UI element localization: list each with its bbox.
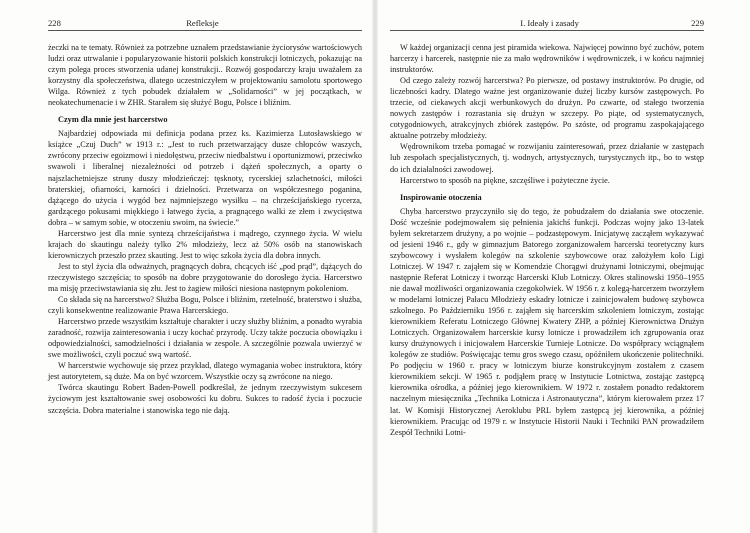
- right-page: [378, 0, 750, 533]
- paragraph: Harcerstwo jest dla mnie syntezą chrześcijaństwa i mądrego, czynnego życia. W wielu krajach do skautingu należy tylko 2% młodzieży, lecz aż 50% osób na stanowiskach kierowniczych przeszło przez skauting. Jest to więc szkoła życia dla dobra innych.: [48, 228, 362, 260]
- paragraph: W harcerstwie wychowuje się przez przykład, dlatego wymagania wobec instruktora, który jest autorytetem, są duże. Ma on być wzorcem. Wszystkie oczy są zwrócone na niego.: [48, 361, 362, 382]
- left-running-title: Refleksje: [186, 18, 219, 28]
- right-body-text: [390, 42, 704, 438]
- section-heading: Czym dla mnie jest harcerstwo: [58, 115, 168, 125]
- right-running-head: [390, 18, 704, 31]
- paragraph: Jest to styl życia dla odważnych, pragnących dobra, chcących iść „pod prąd”, dążących do rzeczywistego szczęścia; to sposób na dobre przygotowanie do dorosłego życia. Harcerstwo ma misję przeciwstawiania się złu. Jest to żagiew miłości niesiona następnym pokoleniom.: [48, 261, 362, 293]
- paragraph: Twórca skautingu Robert Baden-Powell podkreślał, że jednym rzeczywistym sukcesem życiowym jest kształtowanie swej osobowości ku dobru. Sukces to radość życia i poczucie szczęścia. Dobra materialne i stanowiska tego nie dają.: [48, 383, 362, 415]
- left-page-number: 228: [48, 18, 61, 28]
- paragraph: Najbardziej odpowiada mi definicja podana przez ks. Kazimierza Lutosławskiego w książce „Czuj Duch” w 1913 r.: „Jest to ruch przetwarzający dusze chłopców waszych, zwrócony przeciw egoizmowi i niedołęstwu, przeciw niedbalstwu i oportunizmowi, przeciwko swawoli i liberalnej niezależności od potrzeb i dążeń społecznych, a oparty o najszlachetniejsze struny duszy młodzieńczej: tęsknoty, rycerskiej szlachetności, miłości braterskiej, ofiarności, karności i dzielności. Przetwarza on współczesnego poganina, dążącego do użycia i wygód bez najmniejszego wysiłku – na chrześcijańskiego rycerza, gardzącego pokusami miękkiego i łatwego życia, a pragnącego walki ze złem i zwycięstwa dobra – w samym sobie, w otoczeniu swoim, na świecie.”: [48, 129, 362, 227]
- paragraph: żeczki na te tematy. Również za potrzebne uznałem przedstawianie życiorysów wartościowych ludzi oraz utrwalanie i popularyzowanie historii polskich konstrukcji lotniczych, pokazując na czym polega proces stworzenia udanej konstrukcji.. Rozwój gospodarczy kraju uważałem za korzystny dla społeczeństwa, dlatego uczestniczyłem w projektowaniu samolotu sportowego Wilga. Również z tych pobudek działałem w „Solidarności” w jej początkach, w neokatechumenacie i w ZHR. Starałem się służyć Bogu, Polsce i bliźnim.: [48, 43, 362, 108]
- paragraph: Wędrownikom trzeba pomagać w rozwijaniu zainteresowań, przez działanie w zastępach lub zespołach specjalistycznych, tj. wodnych, artystycznych, turystycznych itp., bo to wstęp do ich działalności zawodowej.: [390, 142, 704, 174]
- left-running-head: [48, 18, 362, 31]
- paragraph: Od czego zależy rozwój harcerstwa? Po pierwsze, od postawy instruktorów. Po drugie, od liczebności kadry. Dlatego ważne jest organizowanie dużej liczby kursów zastępowych. Po trzecie, od ciekawych akcji werbunkowych do drużyn. Po czwarte, od stałego tworzenia nowych zastępów i rozrastania się drużyn w szczepy. Po piąte, od systematycznych, cotygodniowych, atrakcyjnych zbiórek zastępów. Po szóste, od programu zaspokajającego aktualne potrzeby młodzieży.: [390, 76, 704, 141]
- paragraph: Chyba harcerstwo przyczyniło się do tego, że pobudzałem do działania swe otoczenie. Dość wcześnie podejmowałem się pełnienia jakichś funkcji. Podczas wojny jako 13-latek byłem sekretarzem drużyny, a po wojnie – podzastępowym. Inicjatywę zacząłem wykazywać od jesieni 1946 r., gdy w gimnazjum Batorego zorganizowałem harcerski teoretyczny kurs szybowcowy i wysłałem kolegów na szkolenie szybowcowe oraz założyłem koło Ligi Lotniczej. W 1947 r. zająłem się w Komendzie Chorągwi drużynami lotniczymi, obejmując następnie Referat Lotniczy i tworząc Harcerski Klub Lotniczy. Okres stalinowski 1950–1955 nie dawał możliwości organizowania czegokolwiek. W 1956 r. z kolegą-harcerzem tworzyłem w modelarni lotniczej Pałacu Młodzieży eskadry lotnicze i zainicjowałem budowę szybowca szkolnego. Po Październiku 1956 r. zająłem się harcerskim szkoleniem lotniczym, zostając kierownikiem Referatu Lotniczego Głównej Kwatery ZHP, a później Kierownictwa Drużyn Lotniczych. Organizowałem harcerskie kursy lotnicze i prowadziłem ich zgrupowania oraz kursy drużynowych i inicjowałem Harcerskie Turnieje Lotnicze. Do współpracy wciągnąłem kolegów ze studiów. Poświęcając temu gros swego czasu, opóźniłem ukończenie politechniki. Po podjęciu w 1960 r. pracy w lotniczym biurze konstrukcyjnym zostałem z czasem kierownikiem sekcji. W 1965 r. podjąłem pracę w Instytucie Lotnictwa, zostając zastępcą kierownika ośrodka, a później jego kierownikiem. W 1972 r. zostałem ponadto redaktorem naczelnym miesięcznika „Technika Lotnicza i Astronautyczna”, którym kierowałem przez 17 lat. W Komisji Historycznej Aeroklubu PRL byłem zastępcą jej kierownika, a później kierownikiem. Pracując od 1979 r. w Instytucie Historii Nauki i Techniki PAN prowadziłem Zespół Techniki Lotni-: [390, 206, 704, 437]
- paragraph: W każdej organizacji cenna jest piramida wiekowa. Najwięcej powinno być zuchów, potem harcerzy i harcerek, następnie nie za mało wędrowników i wędrowniczek, i w końcu najmniej instruktorów.: [390, 43, 704, 75]
- left-page: [0, 0, 372, 533]
- right-running-title: I. Ideały i zasady: [520, 18, 579, 28]
- paragraph: Harcerstwo to sposób na piękne, szczęśliwe i pożyteczne życie.: [400, 175, 610, 185]
- section-heading: Inspirowanie otoczenia: [400, 192, 482, 202]
- left-body-text: [48, 42, 362, 416]
- paragraph: Harcerstwo przede wszystkim kształtuje charakter i uczy służby bliźnim, a ponadto wyrabia zaradność, rozwija zainteresowania i uczy kochać przyrodę. Uczy także poczucia obowiązku i odpowiedzialności, samodzielności i działania w zespole. A szczególnie pozwala uwierzyć w swe możliwości, czyli poczuć swą wartość.: [48, 317, 362, 360]
- paragraph: Co składa się na harcerstwo? Służba Bogu, Polsce i bliźnim, rzetelność, braterstwo i służba, czyli konsekwentne realizowanie Prawa Harcerskiego.: [48, 295, 362, 316]
- right-page-number: 229: [691, 18, 704, 28]
